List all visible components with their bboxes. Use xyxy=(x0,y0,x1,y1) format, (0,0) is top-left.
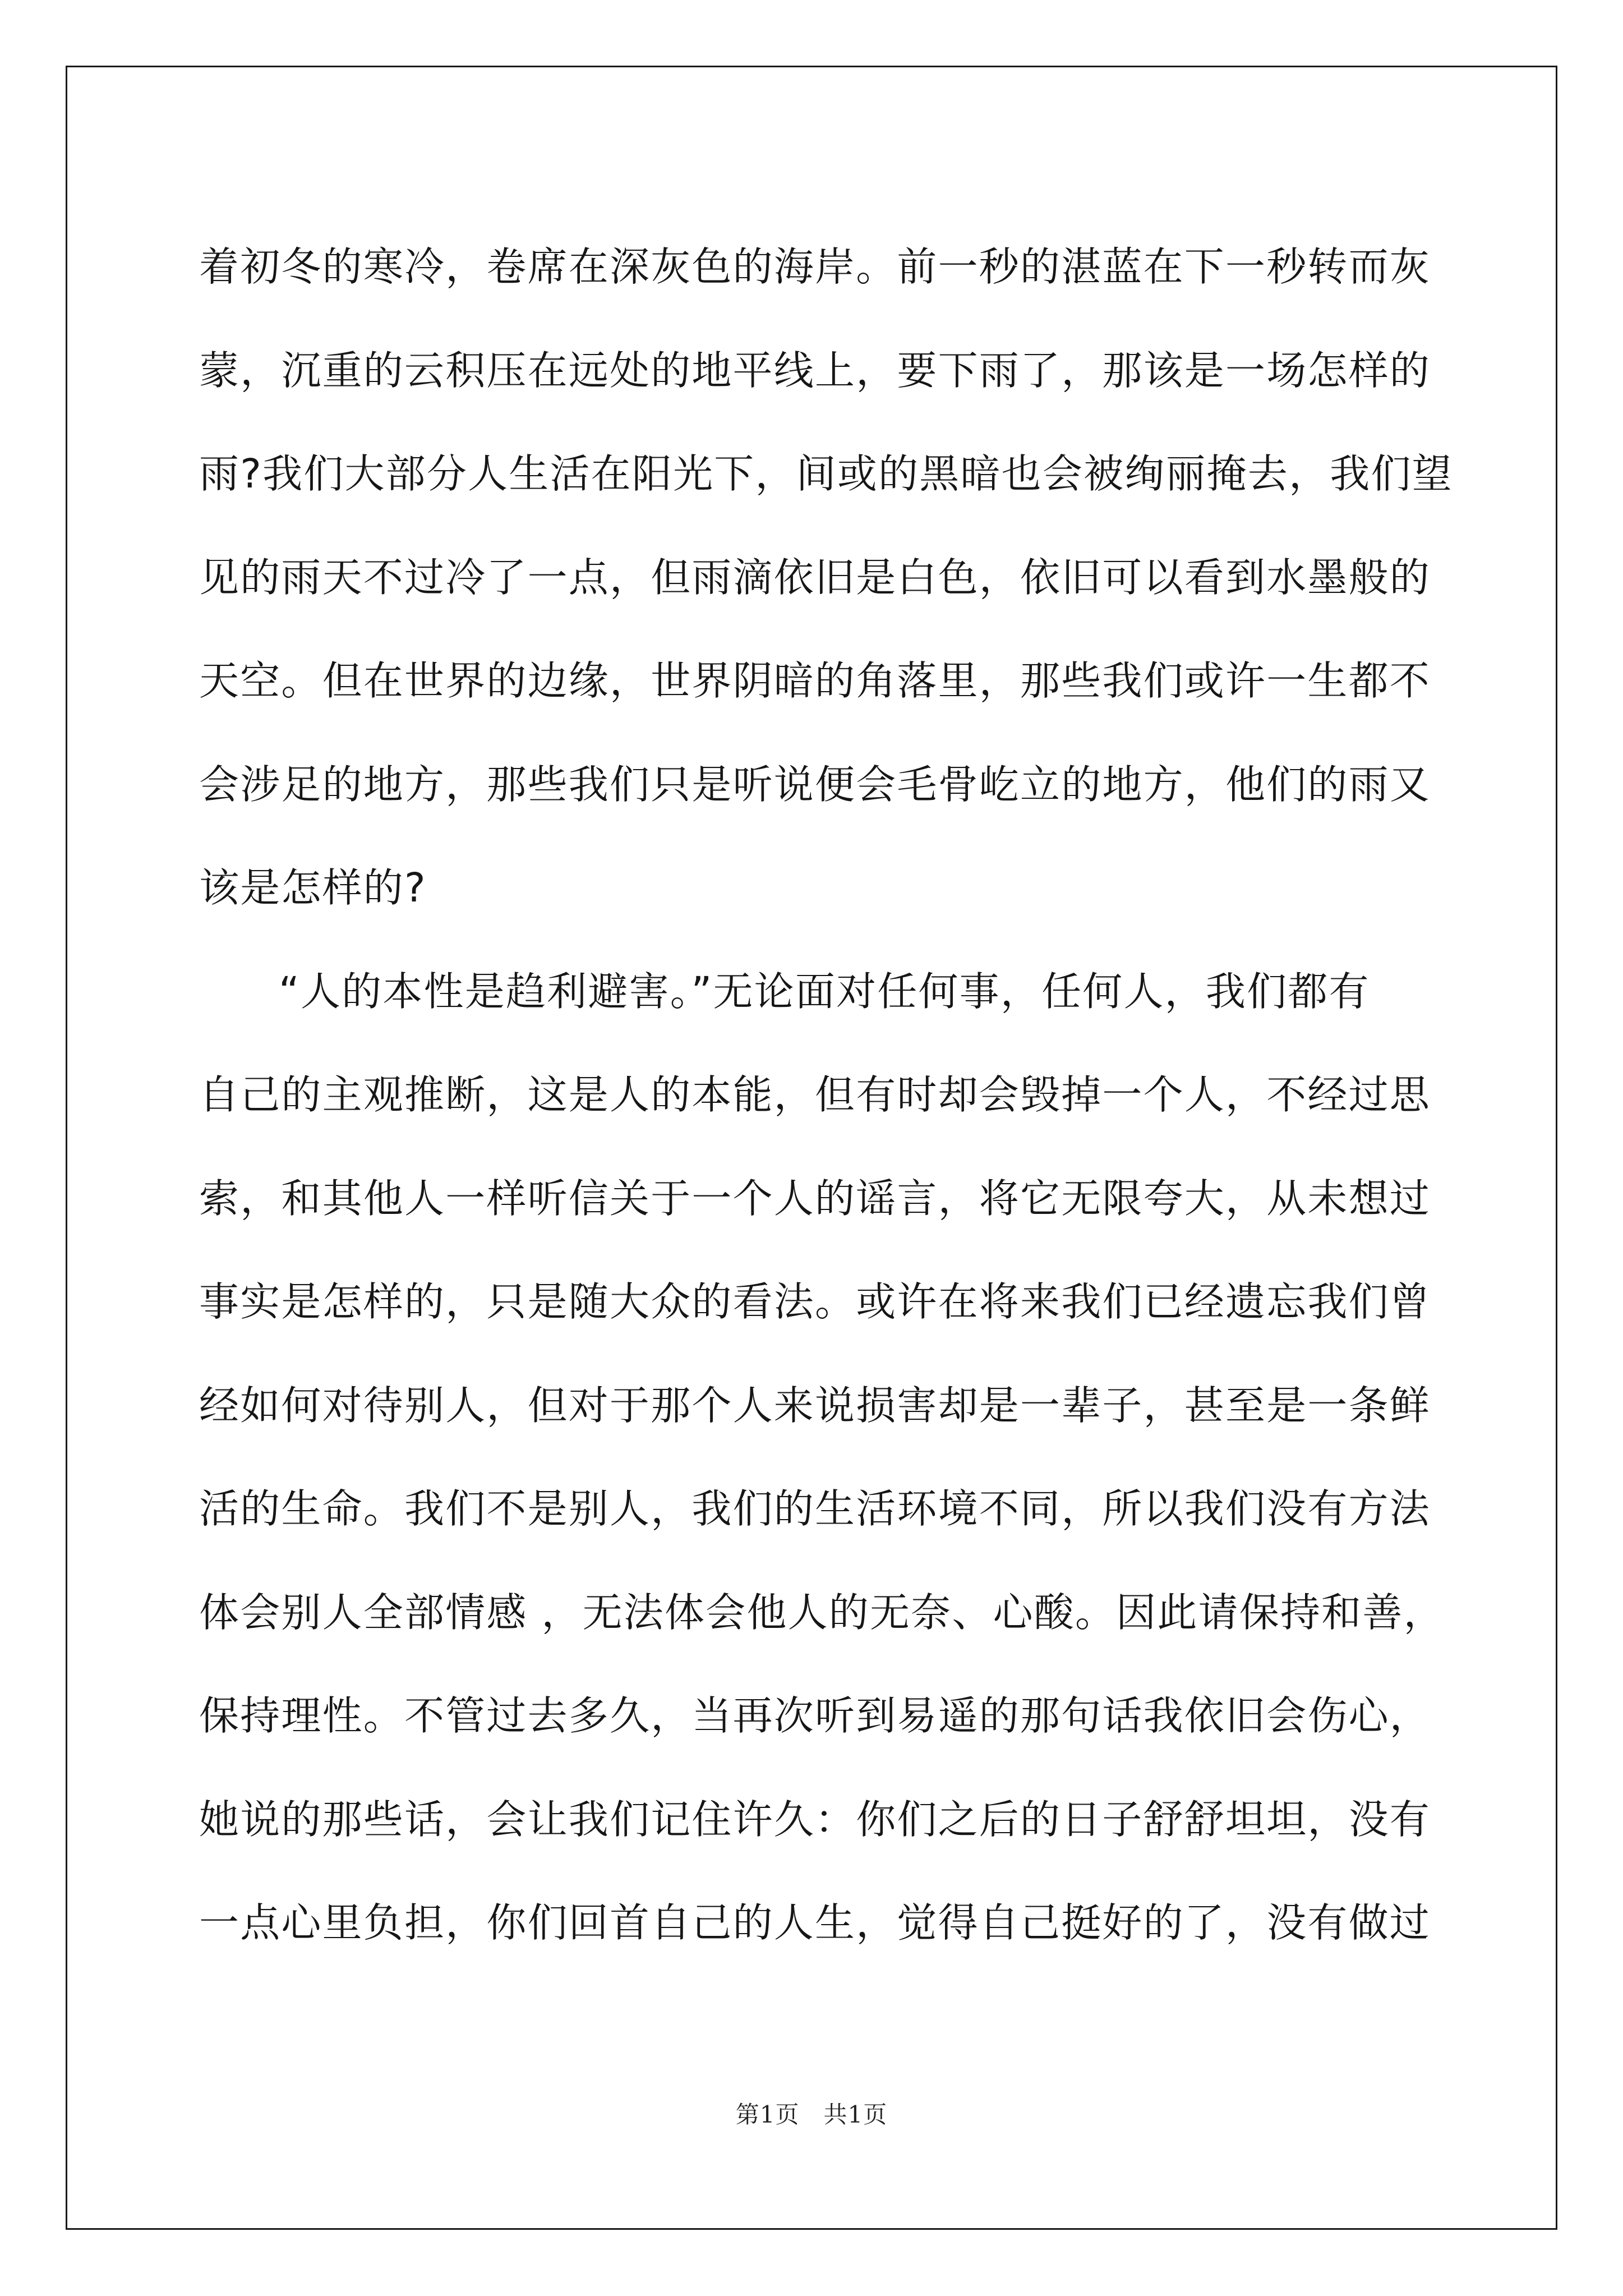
text-line: 着初冬的寒冷，卷席在深灰色的海岸。前一秒的湛蓝在下一秒转而灰 xyxy=(199,243,1431,290)
text-line: 蒙，沉重的云积压在远处的地平线上，要下雨了，那该是一场怎样的 xyxy=(199,347,1431,394)
text-line: 会涉足的地方，那些我们只是听说便会毛骨屹立的地方，他们的雨又 xyxy=(199,761,1431,808)
text-line: 她说的那些话，会让我们记住许久：你们之后的日子舒舒坦坦，没有 xyxy=(199,1796,1431,1843)
document-body xyxy=(199,215,1453,1975)
text-line: 天空。但在世界的边缘，世界阴暗的角落里，那些我们或许一生都不 xyxy=(199,657,1431,704)
text-line: 事实是怎样的，只是随大众的看法。或许在将来我们已经遗忘我们曾 xyxy=(199,1278,1431,1325)
text-line: 自己的主观推断，这是人的本能，但有时却会毁掉一个人，不经过思 xyxy=(199,1071,1431,1118)
text-line: 经如何对待别人，但对于那个人来说损害却是一辈子，甚至是一条鲜 xyxy=(199,1382,1431,1429)
page-footer xyxy=(0,2098,1623,2132)
paragraph-first-line: “人的本性是趋利避害。”无论面对任何事，任何人，我们都有 xyxy=(279,968,1370,1015)
text-line: 保持理性。不管过去多久，当再次听到易遥的那句话我依旧会伤心， xyxy=(199,1692,1431,1739)
text-line: 雨?我们大部分人生活在阳光下，间或的黑暗也会被绚丽掩去，我们望 xyxy=(199,450,1453,497)
text-line: 一点心里负担，你们回首自己的人生，觉得自己挺好的了，没有做过 xyxy=(199,1899,1431,1946)
text-line: 索，和其他人一样听信关于一个人的谣言，将它无限夸大，从未想过 xyxy=(199,1175,1431,1222)
text-line: 体会别人全部情感 ，无法体会他人的无奈、心酸。因此请保持和善， xyxy=(199,1589,1445,1636)
page-total: 共1页 xyxy=(823,2101,888,2128)
text-line: 该是怎样的? xyxy=(199,864,427,911)
text-line: 见的雨天不过冷了一点，但雨滴依旧是白色，依旧可以看到水墨般的 xyxy=(199,554,1431,601)
text-line: 活的生命。我们不是别人，我们的生活环境不同，所以我们没有方法 xyxy=(199,1485,1431,1532)
page-number: 第1页 xyxy=(735,2101,800,2128)
footer-spacer xyxy=(799,2101,823,2128)
